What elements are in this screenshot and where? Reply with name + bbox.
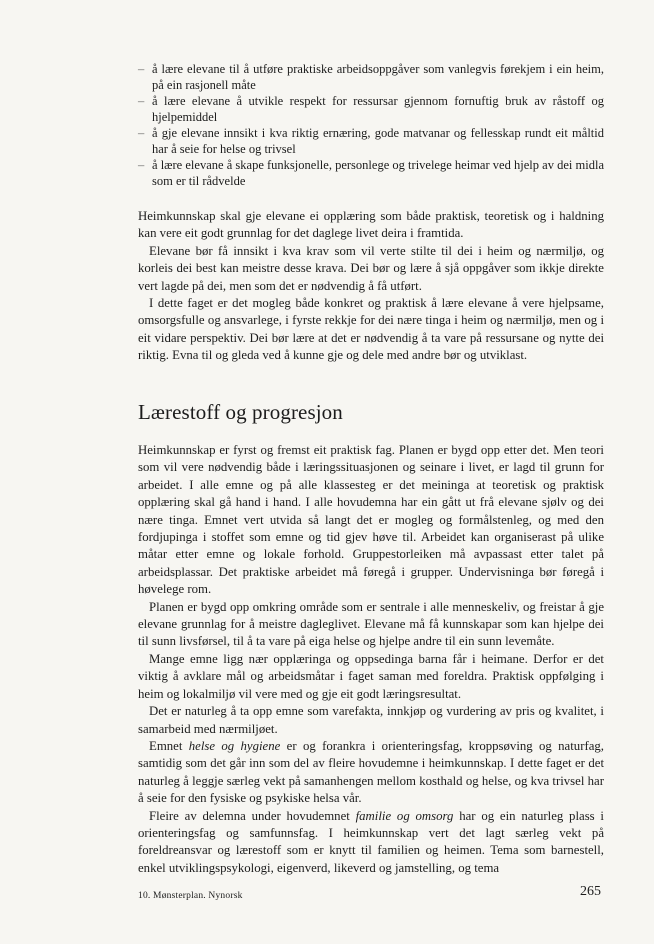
body-paragraph: Mange emne ligg nær opplæringa og oppsedinga barna får i heimane. Derfor er det viktig å avklare mål og arbeidsmåtar i faget saman med foreldra. Praktisk oppfølging i heim og lokalmiljø vil vere med og gje eit godt læringsresultat. [138, 651, 604, 701]
emphasis-term: familie og omsorg [355, 808, 454, 823]
list-item-text: å lære elevane å skape funksjonelle, personlege og trivelege heimar ved hjelp av dei midla som er til rådvelde [152, 158, 604, 188]
list-item: – å lære elevane å utvikle respekt for ressursar gjennom fornuftig bruk av råstoff og hjelpemiddel [138, 94, 604, 124]
body-paragraph [138, 808, 604, 878]
list-item-text: å lære elevane til å utføre praktiske arbeidsoppgåver som vanlegvis førekjem i ein heim, på ein rasjonell måte [152, 62, 604, 92]
emphasis-term: helse og hygiene [188, 738, 281, 753]
body-paragraph: I dette faget er det mogleg både konkret og praktisk å lære elevane å vere hjelpsame, omsorgsfulle og ansvarlege, i fyrste rekkje for dei nære tinga i heim og nærmiljø, men og i eit vidare perspektiv. Dei bør lære at det er nødvendig å ta vare på ressursane og nytte dei riktig. Evna til og gleda ved å kunne gje og dele med andre bør og utviklast. [138, 296, 604, 363]
body-paragraph: Planen er bygd opp omkring område som er sentrale i alle menneskeliv, og freistar å gje elevane grunnlag for å meistre dagleglivet. Elevane må få kunnskapar som kan hjelpe dei til sunn livsførsel, til å ta vare på eiga helse og hjelpe andre til ein sunn levemåte. [138, 599, 604, 649]
text-run: er og forankra i orienteringsfag, kroppsøving og naturfag, samtidig som det går inn som del av fleire hovudemne i heimkunnskap. I dette faget er det naturleg å leggje særleg vekt på samanhengen mellom kosthald og helse, og kva trivsel har å seie for den fysiske og psykiske helsa vår. [138, 738, 604, 806]
list-item: – å gje elevane innsikt i kva riktig ernæring, gode matvanar og fellesskap rundt eit måltid har å seie for helse og trivsel [138, 126, 604, 156]
text-run: Emnet [149, 738, 189, 753]
body-paragraph: Elevane bør få innsikt i kva krav som vil verte stilte til dei i heim og nærmiljø, og korleis dei best kan meistre desse krava. Dei bør og lære å sjå oppgåver som ikkje direkte vert lagde på dei, men som det er nødvendig å få utført. [138, 243, 604, 293]
list-item-text: å gje elevane innsikt i kva riktig ernæring, gode matvanar og fellesskap rundt eit måltid har å seie for helse og trivsel [152, 126, 604, 156]
section-heading: Lærestoff og progresjon [138, 400, 343, 424]
body-paragraph: Heimkunnskap er fyrst og fremst eit praktisk fag. Planen er bygd opp etter det. Men teori som vil vere nødvendig både i læringssituasjonen og seinare i livet, er lagd til grunn for arbeidet. I alle emne og på alle klassesteg er det meininga at teoretisk og praktisk opplæring skal gå hand i hand. I alle hovudemna har ein gått ut frå elevane sjølv og dei nære tinga. Emnet vert utvida så langt det er mogleg og formålstenleg, og med den fordjupinga i stoffet som emne og tid gjev høve til. Arbeidet kan organiserast på ulike måtar etter emne og lokale forhold. Gruppestorleiken må avpassast etter talet på arbeidsplassar. Det praktiske arbeidet må føregå i grupper. Undervisninga bør føregå i høvelege rom. [138, 443, 604, 597]
section-body [138, 442, 604, 877]
list-item: – å lære elevane til å utføre praktiske arbeidsoppgåver som vanlegvis førekjem i ein heim, på ein rasjonell måte [138, 62, 604, 92]
list-item: – å lære elevane å skape funksjonelle, personlege og trivelege heimar ved hjelp av dei midla som er til rådvelde [138, 158, 604, 188]
list-item-text: å lære elevane å utvikle respekt for ressursar gjennom fornuftig bruk av råstoff og hjelpemiddel [152, 94, 604, 124]
footer-source: 10. Mønsterplan. Nynorsk [138, 891, 243, 901]
body-paragraph [138, 738, 604, 808]
text-run: har og ein naturleg plass i orienteringsfag og samfunnsfag. I heimkunnskap vert det lagt særleg vekt på foreldreansvar og lærestoff som er knytt til familien og heimen. Tema som barnestell, enkel utviklingspsykologi, eigenverd, likeverd og jamstelling, og tema [138, 808, 604, 875]
page-number: 265 [580, 884, 601, 899]
body-paragraph: Det er naturleg å ta opp emne som varefakta, innkjøp og vurdering av pris og kvalitet, i samarbeid med nærmiljøet. [138, 704, 604, 736]
text-run: Fleire av delemna under hovudemnet [149, 808, 356, 823]
body-paragraph: Heimkunnskap skal gje elevane ei opplæring som både praktisk, teoretisk og i haldning kan vere eit godt grunnlag for det daglege livet deira i framtida. [138, 209, 604, 241]
intro-section [138, 208, 604, 365]
goal-list [138, 61, 604, 189]
